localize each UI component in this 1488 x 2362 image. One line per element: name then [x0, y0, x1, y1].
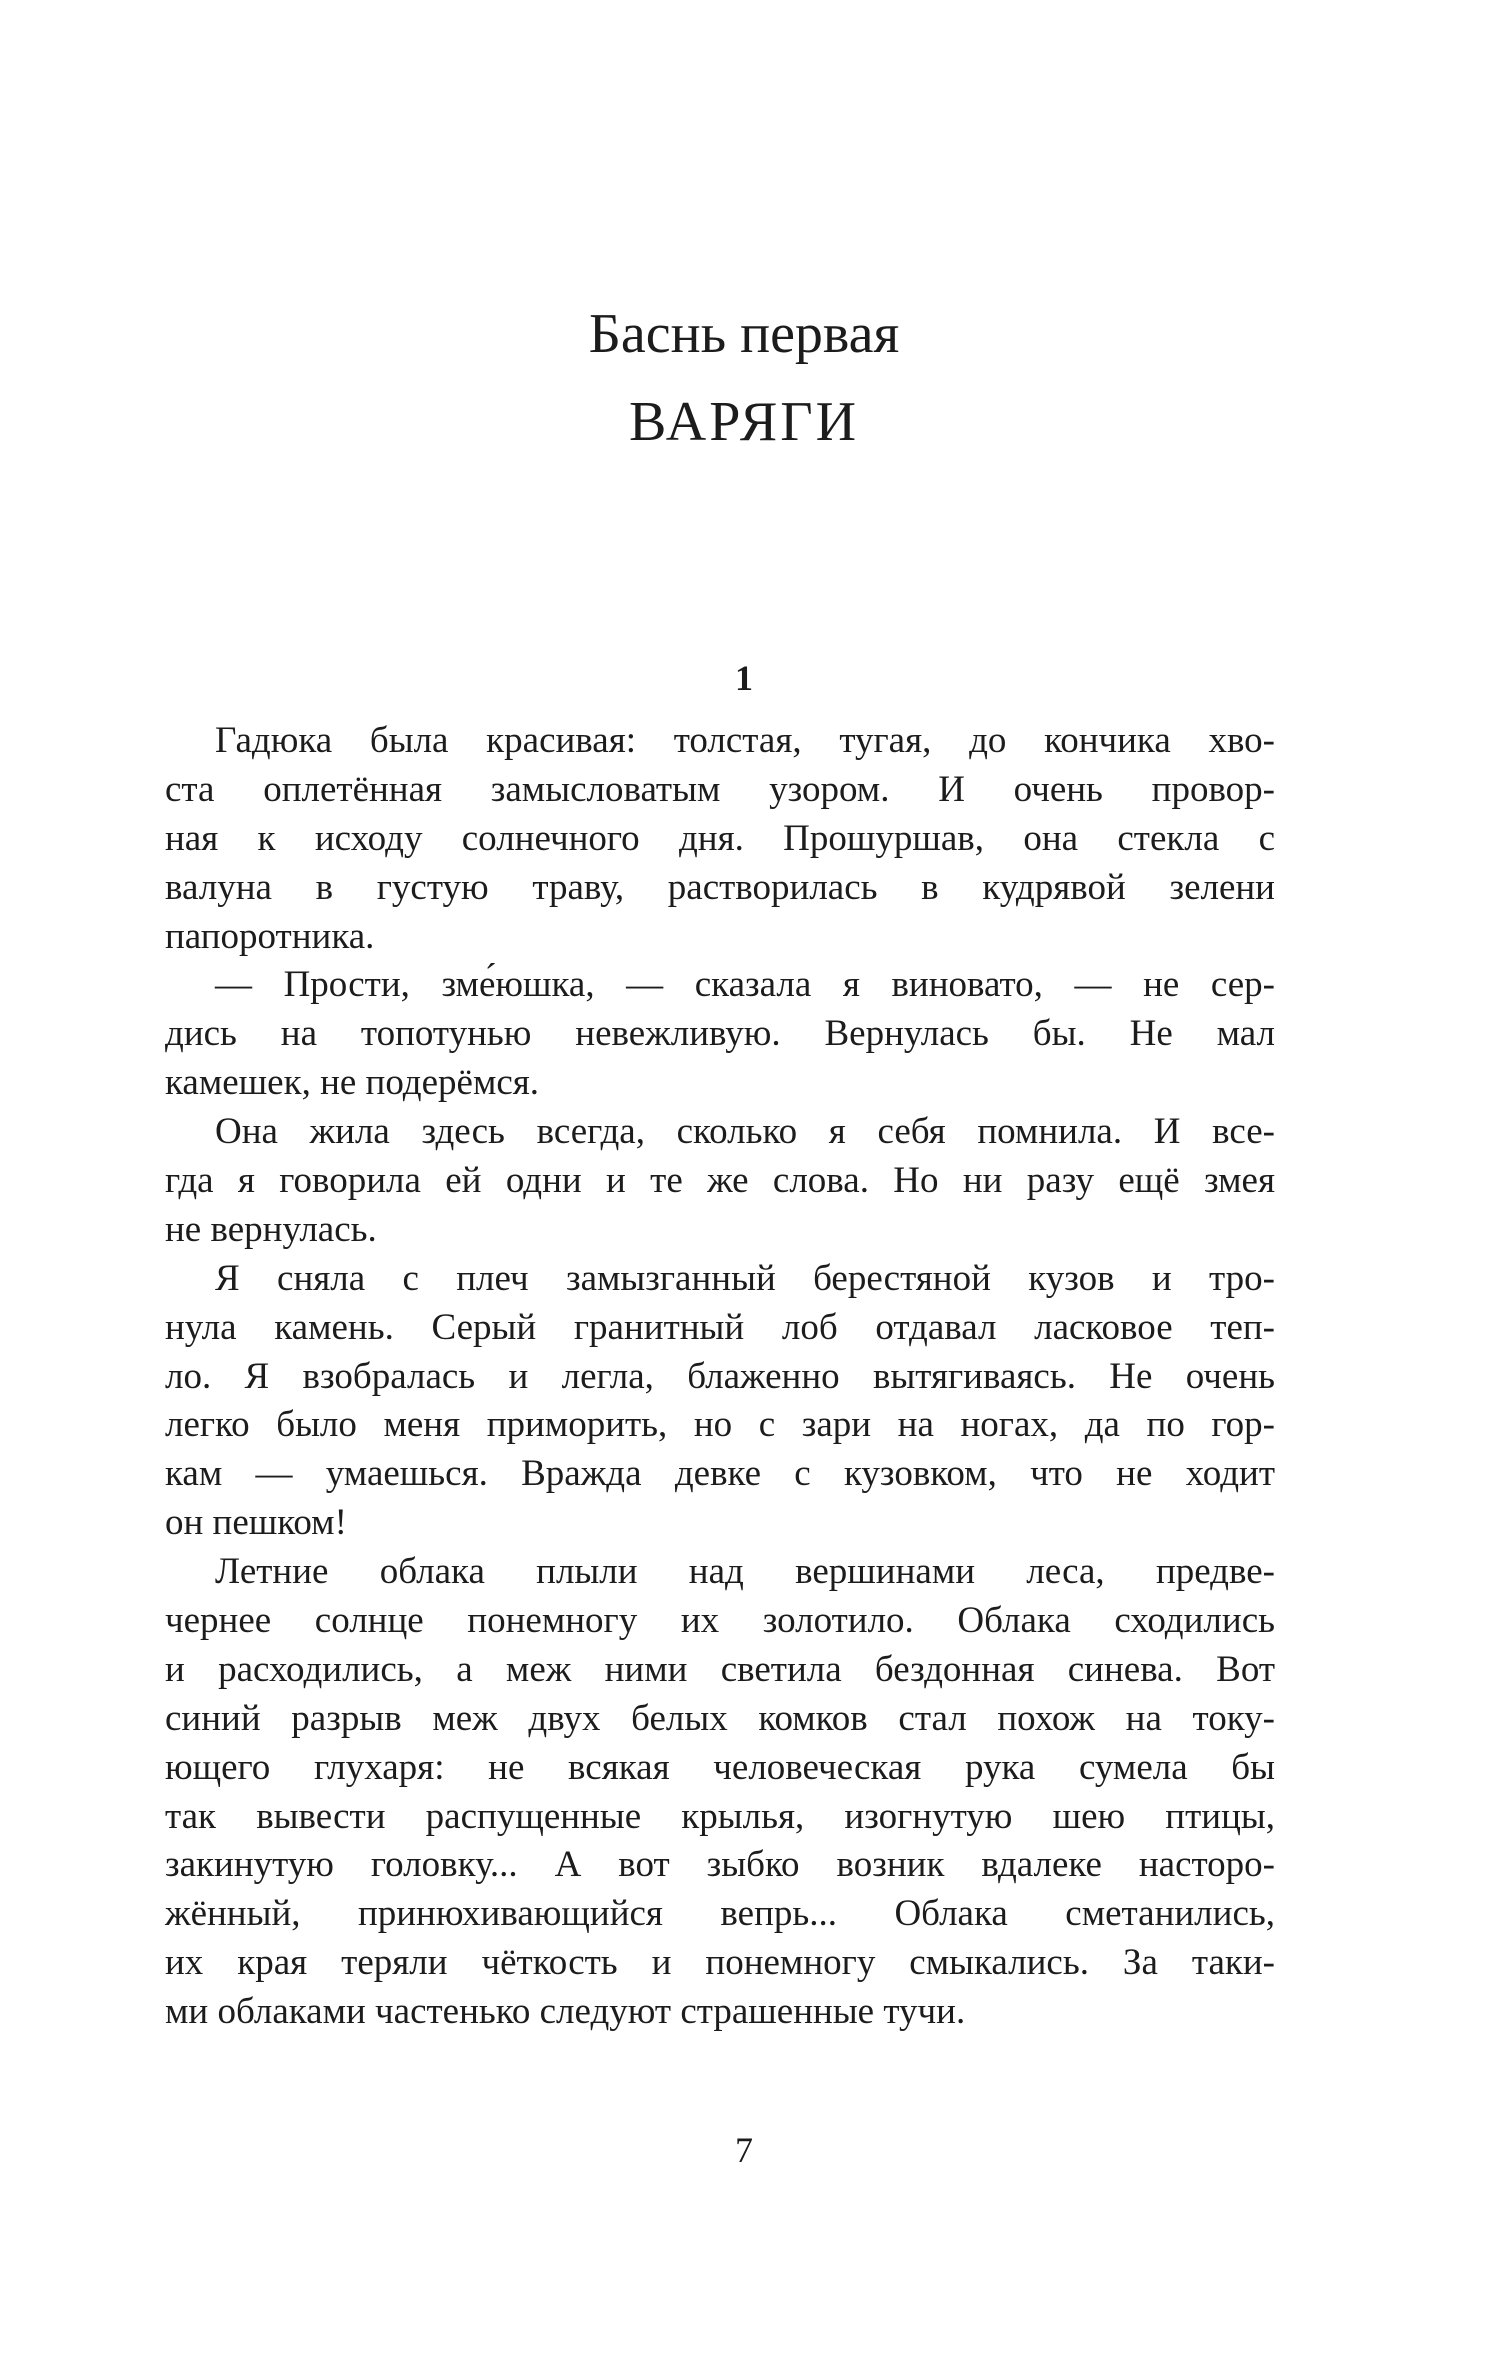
section-number: 1: [735, 658, 753, 698]
text-line: камешек, не подерёмся.: [165, 1062, 540, 1104]
text-line: ми облаками частенько следуют страшенные тучи.: [165, 1991, 966, 2033]
text-line: валуна в густую траву, растворилась в кудрявой зелени: [165, 866, 1275, 908]
text-line: гда я говорила ей одни и те же слова. Но ни разу ещё змея: [165, 1160, 1275, 1202]
body-text: [165, 717, 1275, 2037]
text-line: синий разрыв меж двух белых комков стал похож на току-: [165, 1697, 1275, 1739]
text-line: легко было меня приморить, но с зари на ногах, да по гор-: [165, 1404, 1275, 1446]
text-line: папоротника.: [165, 915, 375, 957]
text-line: кам — умаешься. Вражда девке с кузовком, что не ходит: [165, 1453, 1275, 1495]
text-line: ющего глухаря: не всякая человеческая рука сумела бы: [165, 1746, 1275, 1788]
text-line: Я сняла с плеч замызганный берестяной кузов и тро-: [215, 1257, 1275, 1299]
text-line: Гадюка была красивая: толстая, тугая, до кончика хво-: [215, 720, 1275, 761]
text-line: дись на топотунью невежливую. Вернулась бы. Не мал: [165, 1013, 1275, 1055]
text-line: не вернулась.: [165, 1208, 377, 1250]
text-line: так вывести распущенные крылья, изогнутую шею птицы,: [165, 1795, 1275, 1837]
text-line: ло. Я взобралась и легла, блаженно вытягиваясь. Не очень: [165, 1355, 1275, 1397]
chapter-kicker: Баснь первая: [588, 303, 900, 365]
text-line: чернее солнце понемногу их золотило. Облака сходились: [165, 1600, 1275, 1642]
text-line: закинутую головку... А вот зыбко возник вдалеке насторо-: [165, 1844, 1275, 1886]
text-line: — Прости, зме́юшка, — сказала я виновато, — не сер-: [215, 964, 1275, 1006]
text-line: и расходились, а меж ними светила бездонная синева. Вот: [165, 1648, 1275, 1690]
text-line: Она жила здесь всегда, сколько я себя помнила. И все-: [215, 1111, 1275, 1153]
chapter-title: ВАРЯГИ: [628, 391, 860, 453]
page-number: 7: [735, 2130, 753, 2170]
text-line: он пешком!: [165, 1502, 347, 1544]
text-line: Летние облака плыли над вершинами леса, предве-: [215, 1551, 1275, 1593]
text-line: нула камень. Серый гранитный лоб отдавал ласковое теп-: [165, 1306, 1275, 1348]
text-line: ста оплетённая замысловатым узором. И очень провор-: [165, 768, 1275, 810]
text-line: жённый, принюхивающийся вепрь... Облака сметанились,: [165, 1893, 1275, 1935]
text-line: ная к исходу солнечного дня. Прошуршав, она стекла с: [165, 817, 1275, 859]
text-line: их края теряли чёткость и понемногу смыкались. За таки-: [165, 1942, 1275, 1984]
